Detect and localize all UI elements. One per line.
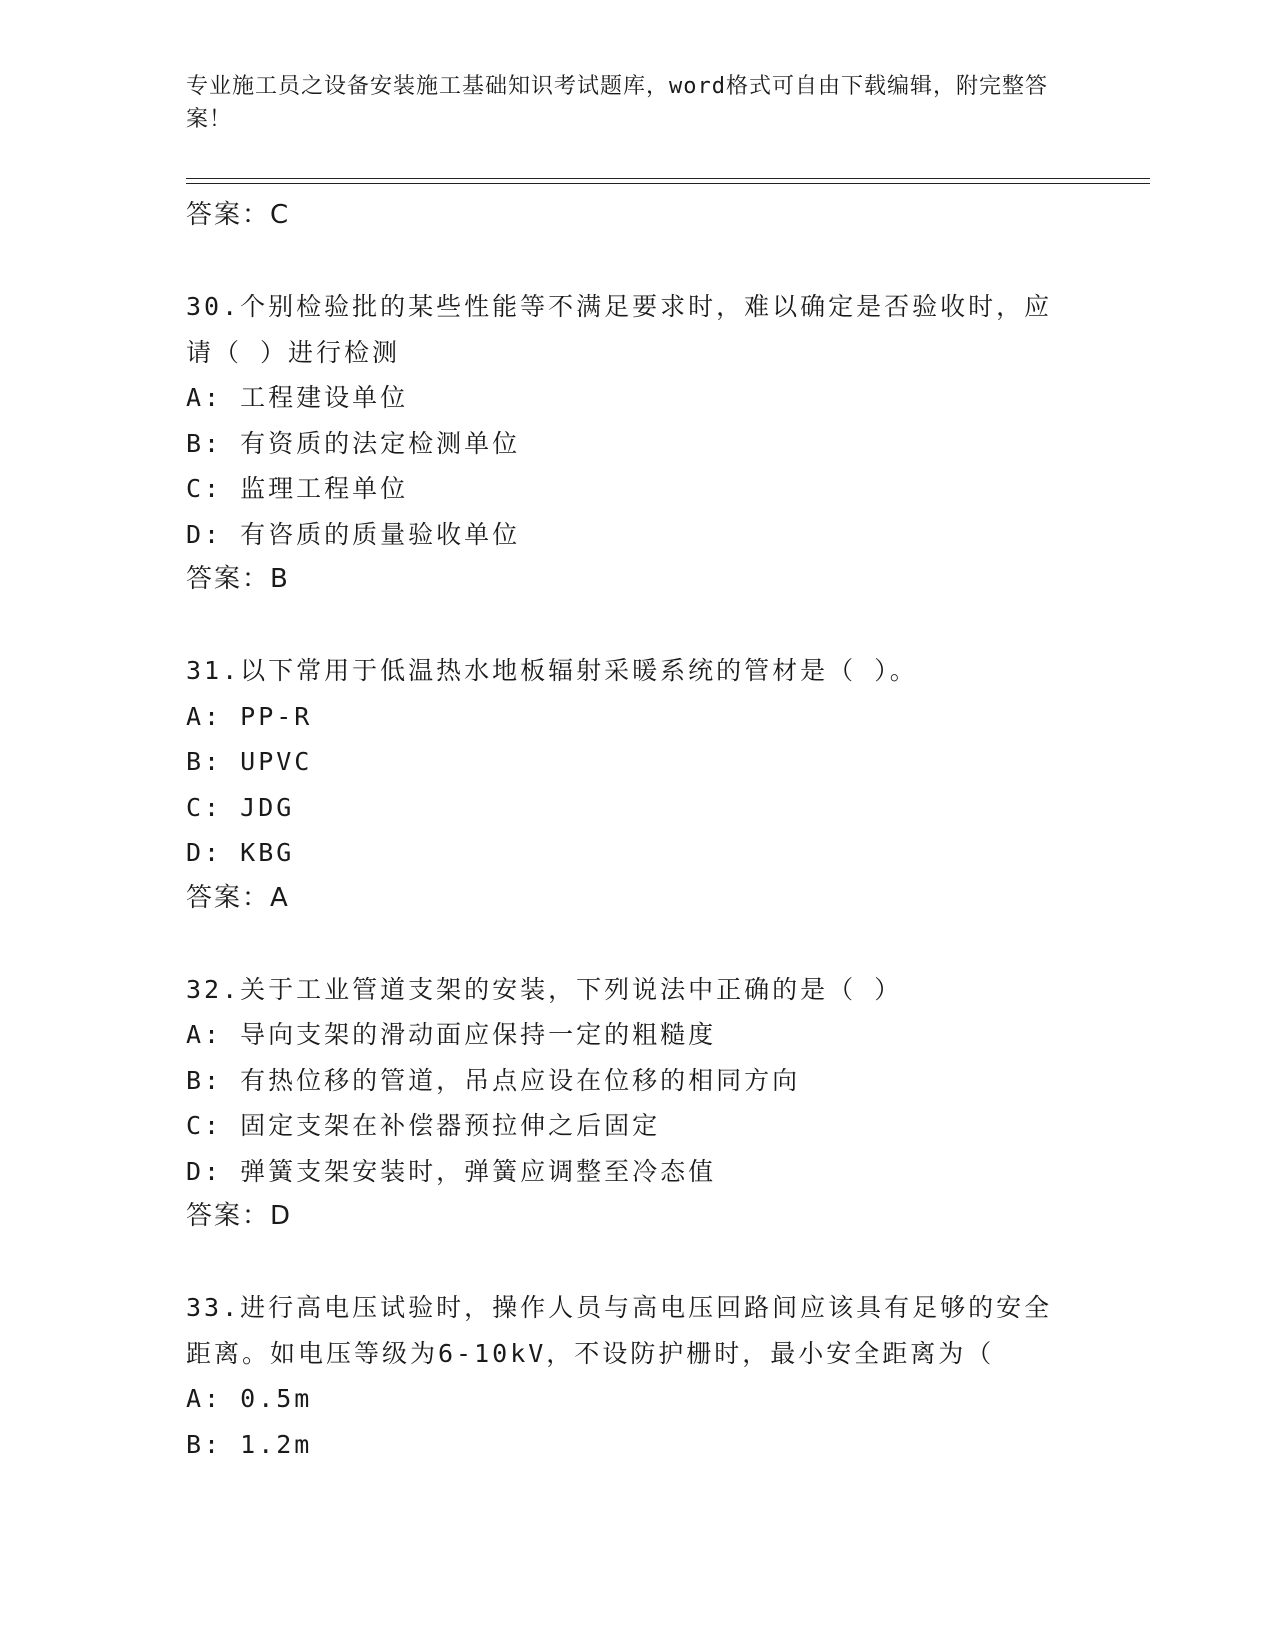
spacer xyxy=(186,603,1106,649)
question-stem: 31.以下常用于低温热水地板辐射采暖系统的管材是（ ）。 xyxy=(186,656,918,685)
spacer xyxy=(186,921,1106,967)
option-a: A: 0.5m xyxy=(186,1384,313,1413)
question-block xyxy=(186,648,1106,921)
option-d: D: 弹簧支架安装时，弹簧应调整至冷态值 xyxy=(186,1156,717,1186)
option-d: D: 有咨质的质量验收单位 xyxy=(186,519,521,549)
question-stem: 32.关于工业管道支架的安装，下列说法中正确的是（ ） xyxy=(186,974,903,1004)
answer-line: 答案：A xyxy=(186,882,290,913)
option-a: A: 工程建设单位 xyxy=(186,383,409,412)
option-c: C: 固定支架在补偿器预拉伸之后固定 xyxy=(186,1111,661,1140)
document-body xyxy=(186,193,1106,1467)
spacer xyxy=(186,239,1106,285)
question-block xyxy=(186,284,1106,603)
option-b: B: 有热位移的管道，吊点应设在位移的相同方向 xyxy=(186,1065,801,1095)
question-block xyxy=(186,1285,1106,1467)
question-stem: 30.个别检验批的某些性能等不满足要求时，难以确定是否验收时，应请（ ）进行检测 xyxy=(186,292,1053,367)
option-b: B: 1.2m xyxy=(186,1429,313,1459)
question-stem: 33.进行高电压试验时，操作人员与高电压回路间应该具有足够的安全距离。如电压等级为6-10kV，不设防护栅时，最小安全距离为（ xyxy=(186,1293,1053,1368)
answer-line: 答案：C xyxy=(186,200,291,230)
option-c: C: 监理工程单位 xyxy=(186,474,409,503)
option-b: B: UPVC xyxy=(186,747,313,776)
option-a: A: PP-R xyxy=(186,701,313,731)
option-d: D: KBG xyxy=(186,838,295,867)
answer-line: 答案：B xyxy=(186,564,290,594)
option-a: A: 导向支架的滑动面应保持一定的粗糙度 xyxy=(186,1020,717,1049)
spacer xyxy=(186,1240,1106,1286)
question-block xyxy=(186,967,1106,1240)
header-rule-bottom xyxy=(186,183,1150,184)
header-rule-top xyxy=(186,178,1150,179)
answer-line: 答案：D xyxy=(186,1201,293,1231)
option-c: C: JDG xyxy=(186,792,295,822)
document-header: 专业施工员之设备安装施工基础知识考试题库，word格式可自由下载编辑，附完整答案！ xyxy=(186,74,1048,132)
option-b: B: 有资质的法定检测单位 xyxy=(186,428,521,458)
